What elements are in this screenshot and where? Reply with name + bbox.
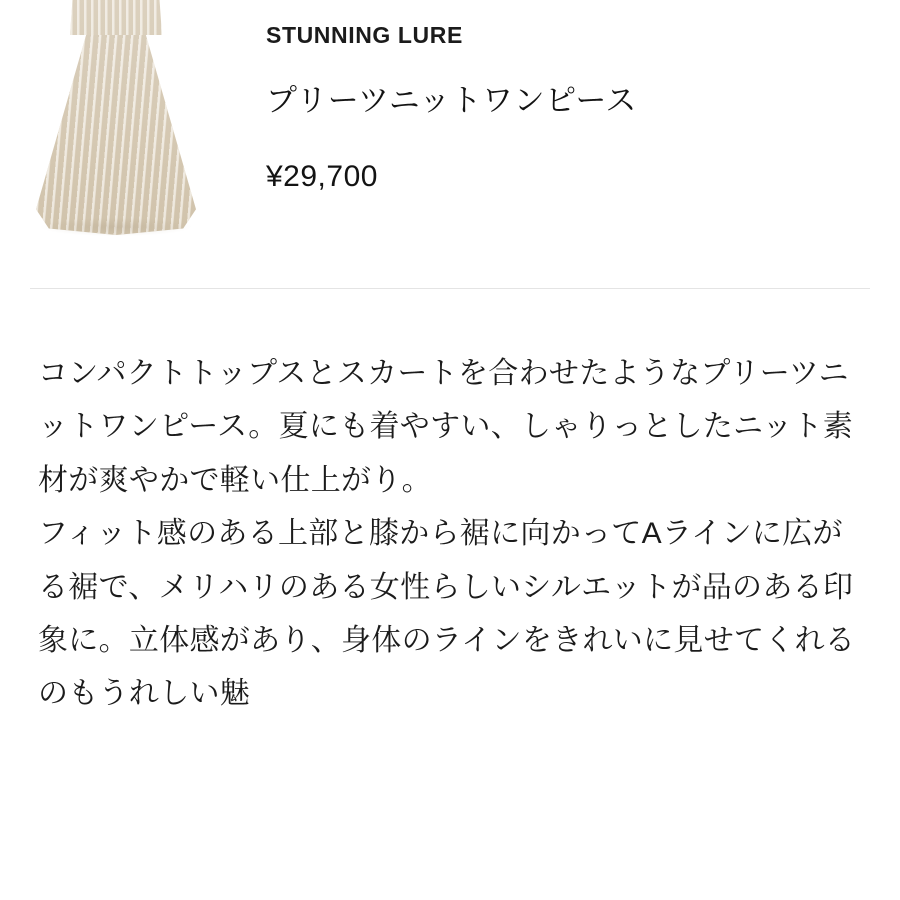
description-paragraph-1: コンパクトトップスとスカートを合わせたようなプリーツニットワンピース。夏にも着やすい、しゃりっとしたニット素材が爽やかで軽い仕上がり。 [38,357,854,497]
dress-skirt-shape [36,20,196,235]
dress-hem-shadow [41,218,191,236]
product-summary-card[interactable] [0,0,900,288]
product-title: プリーツニットワンピース [266,83,637,118]
description-paragraph-2: フィット感のある上部と膝から裾に向かってAラインに広がる裾で、メリハリのある女性らしいシルエットが品のある印象に。立体感があり、身体のラインをきれいに見せてくれるのもうれしい魅 [38,517,856,711]
product-description [0,289,900,721]
product-info [232,0,637,194]
product-price: ¥29,700 [266,160,378,193]
dress-illustration [31,0,201,260]
brand-name: STUNNING LURE [266,22,463,48]
dress-bodice-shape [70,0,162,35]
product-image[interactable] [0,0,232,270]
